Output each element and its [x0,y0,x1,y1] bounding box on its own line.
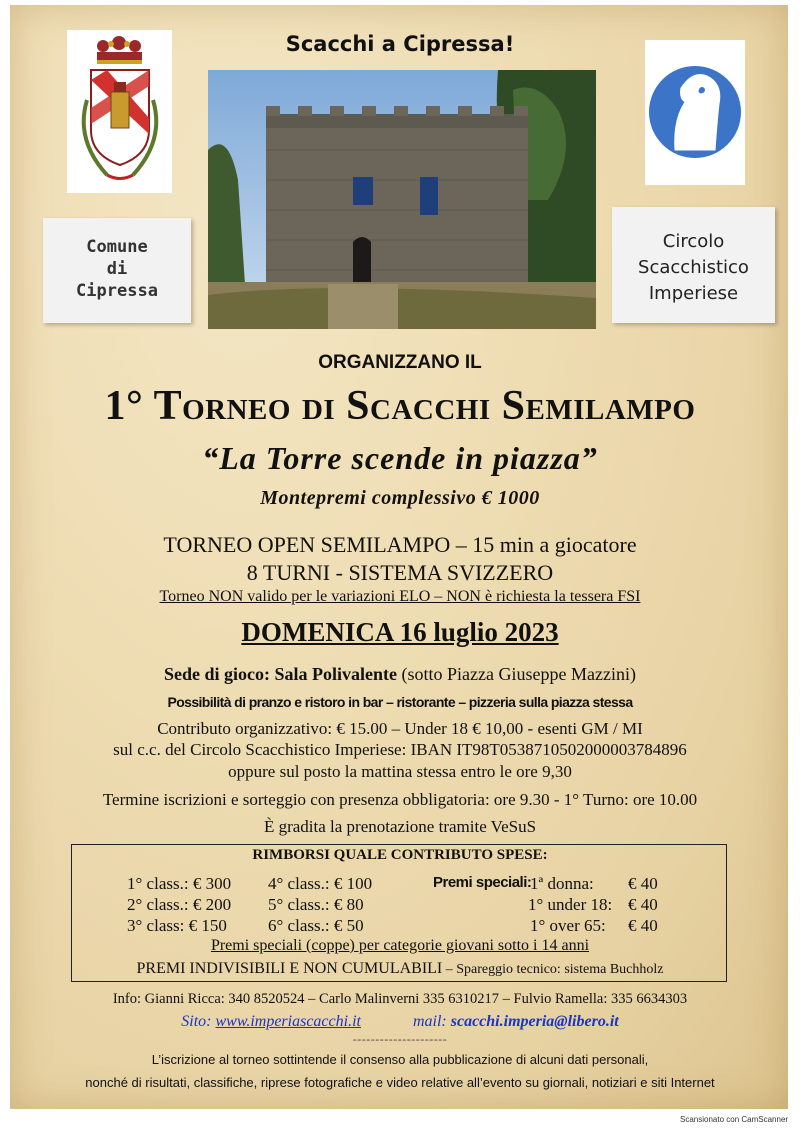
chess-club-logo [645,40,745,185]
booking-note: È gradita la prenotazione tramite VeSuS [263,817,537,836]
mail-link[interactable]: scacchi.imperia@libero.it [450,1013,619,1030]
crown-icon [97,36,142,64]
special-prize-under18-value: € 40 [628,895,658,914]
comune-crest-logo [67,30,172,193]
circolo-label-box [612,207,775,323]
special-prize-over65-value: € 40 [628,916,658,935]
special-prizes-label: Premi speciali: [433,874,532,891]
event-date: DOMENICA 16 luglio 2023 [241,617,559,647]
prize-5th: 5° class.: € 80 [268,895,364,914]
comune-line-1: Comune [86,237,148,257]
montepremi: Montepremi complessivo € 1000 [260,487,540,509]
venue-note: (sotto Piazza Giuseppe Mazzini) [397,664,636,684]
prizes-rules [0,960,800,978]
onsite-payment-line: oppure sul posto la mattina stessa entro le ore 9,30 [228,762,572,781]
scanner-watermark: Scansionato con CamScanner [680,1115,789,1124]
privacy-note-line-2: nonché di risultati, classifiche, riprese fotografiche e video relative all’evento su giornali, notiziari e siti Internet [85,1075,715,1090]
prize-2nd: 2° class.: € 200 [127,895,232,914]
venue-line [0,664,800,685]
comune-label-box [43,218,191,323]
tournament-subtitle: “La Torre scende in piazza” [202,440,598,476]
venue-label: Sede di gioco: Sala Polivalente [164,664,398,684]
indivisible-label: PREMI INDIVISIBILI E NON CUMULABILI [136,960,443,977]
lunch-note: Possibilità di pranzo e ristoro in bar – ristorante – pizzeria sulla piazza stessa [167,694,633,710]
circolo-line-1: Circolo [662,231,725,252]
prize-1st: 1° class.: € 300 [127,874,232,893]
prize-4th: 4° class.: € 100 [268,874,373,893]
headline: Scacchi a Cipressa! [285,32,515,56]
format-line: TORNEO OPEN SEMILAMPO – 15 min a giocatore [163,532,637,557]
tournament-title: 1° Torneo di Scacchi Semilampo [104,383,696,429]
contact-info: Info: Gianni Ricca: 340 8520524 – Carlo Malinverni 335 6310217 – Fulvio Ramella: 335 6634303 [112,991,688,1007]
special-prize-woman-value: € 40 [628,874,658,893]
fee-line: Contributo organizzativo: € 15.00 – Under 18 € 10,00 - esenti GM / MI [157,719,643,738]
site-link[interactable]: www.imperiascacchi.it [215,1013,361,1030]
rounds-line: 8 TURNI - SISTEMA SVIZZERO [246,560,554,585]
site-label: Sito: [181,1013,216,1030]
shield-icon [91,70,149,165]
tower-photo [208,70,596,329]
special-prize-under18-label: 1° under 18: [528,895,613,914]
organizzano-heading: ORGANIZZANO IL [318,352,482,373]
youth-prizes-note: Premi speciali (coppe) per categorie giovani sotto i 14 anni [210,937,590,954]
mail-label: mail: [412,1013,451,1030]
tiebreak-note: – Spareggio tecnico: sistema Buchholz [442,962,664,977]
special-prize-over65-label: 1° over 65: [530,916,606,935]
circolo-line-3: Imperiese [648,283,739,304]
prizes-title: RIMBORSI QUALE CONTRIBUTO SPESE: [252,847,548,863]
iban-line: sul c.c. del Circolo Scacchistico Imperiese: IBAN IT98T0538710502000003784896 [113,740,687,759]
separator: --------------------- [352,1032,448,1046]
circolo-line-2: Scacchistico [638,257,749,278]
comune-line-3: Cipressa [76,281,158,301]
prize-6th: 6° class.: € 50 [268,916,364,935]
elo-note: Torneo NON valido per le variazioni ELO – NON è richiesta la tessera FSI [159,588,641,605]
comune-line-2: di [106,259,128,279]
special-prize-woman-label: 1ª donna: [530,874,594,893]
prize-3rd: 3° class: € 150 [127,916,227,935]
links-line [0,1013,800,1031]
registration-deadline: Termine iscrizioni e sorteggio con presenza obbligatoria: ore 9.30 - 1° Turno: ore 10.00 [102,790,698,809]
privacy-note-line-1: L’iscrizione al torneo sottintende il consenso alla pubblicazione di alcuni dati personali, [151,1052,649,1067]
